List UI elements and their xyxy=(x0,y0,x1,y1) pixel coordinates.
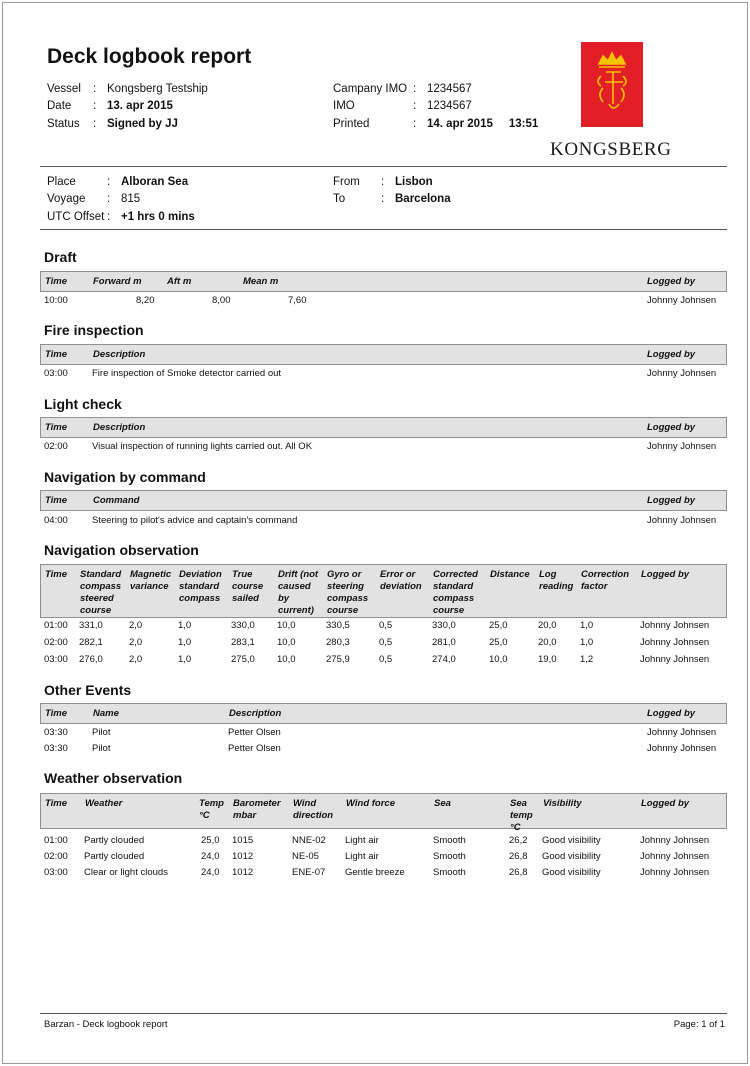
imo-label: IMO xyxy=(333,100,355,113)
cell: Johnny Johnsen xyxy=(640,620,710,631)
cell: 283,1 xyxy=(231,637,255,648)
cell: 281,0 xyxy=(432,637,456,648)
cell: Johnny Johnsen xyxy=(640,851,710,862)
cell: 01:00 xyxy=(44,620,68,631)
nav-observation-section-title: Navigation observation xyxy=(44,542,199,558)
cell: Light air xyxy=(345,851,379,862)
col-header: Description xyxy=(93,422,146,433)
table-row xyxy=(40,368,727,382)
cell: 1,0 xyxy=(580,637,594,648)
cell: Good visibility xyxy=(542,867,601,878)
cell: 331,0 xyxy=(79,620,103,631)
col-header: Standard compass steered course xyxy=(80,569,122,616)
date-value: 13. apr 2015 xyxy=(107,100,173,113)
status-label: Status xyxy=(47,117,80,130)
col-header: Drift (not caused by current) xyxy=(278,569,319,616)
cell: 0,5 xyxy=(379,654,393,665)
printed-time: 13:51 xyxy=(508,117,539,130)
cell: 26,8 xyxy=(509,867,528,878)
cell: 8,20 xyxy=(136,295,155,306)
cell: 0,5 xyxy=(379,637,393,648)
cell: 10:00 xyxy=(44,295,68,306)
to-value: Barcelona xyxy=(395,193,451,206)
col-header: True course sailed xyxy=(232,569,264,604)
table-row xyxy=(40,654,727,668)
col-header: Distance xyxy=(490,569,530,580)
cell: 24,0 xyxy=(201,851,220,862)
col-header: Correction factor xyxy=(581,569,630,592)
cell: Johnny Johnsen xyxy=(647,441,717,452)
light-check-table-header xyxy=(40,417,727,438)
crown-crest-icon xyxy=(581,42,643,127)
cell: 275,0 xyxy=(231,654,255,665)
cell: Good visibility xyxy=(542,851,601,862)
col-header: Description xyxy=(229,708,282,719)
cell: 330,0 xyxy=(231,620,255,631)
col-header: Aft m xyxy=(167,276,192,287)
fire-inspection-table-header xyxy=(40,344,727,365)
divider xyxy=(40,229,727,230)
col-header: Deviation standard compass xyxy=(179,569,222,604)
cell: 10,0 xyxy=(277,620,296,631)
cell: 03:00 xyxy=(44,867,68,878)
from-label: From xyxy=(333,175,360,188)
col-header: Time xyxy=(45,276,68,287)
cell: Partly clouded xyxy=(84,851,145,862)
imo-value: 1234567 xyxy=(427,100,472,113)
cell: 1,0 xyxy=(178,654,192,665)
col-header: Time xyxy=(45,495,68,506)
table-row xyxy=(40,835,727,849)
col-header: Error or deviation xyxy=(380,569,422,592)
cell: 02:00 xyxy=(44,637,68,648)
cell: 2,0 xyxy=(129,620,143,631)
status-value: Signed by JJ xyxy=(107,117,178,130)
cell: Johnny Johnsen xyxy=(647,727,717,738)
cell: Visual inspection of running lights carried out. All OK xyxy=(92,441,313,452)
voyage-label: Voyage xyxy=(47,193,86,206)
nav-command-section-title: Navigation by command xyxy=(44,469,206,485)
cell: 1012 xyxy=(232,851,254,862)
cell: 1012 xyxy=(232,867,254,878)
col-header: Command xyxy=(93,495,140,506)
col-header: Time xyxy=(45,708,68,719)
cell: 280,3 xyxy=(326,637,350,648)
from-value: Lisbon xyxy=(395,175,433,188)
cell: 1,0 xyxy=(178,637,192,648)
draft-table-header xyxy=(40,271,727,292)
cell: 1,0 xyxy=(580,620,594,631)
brand-wordmark: KONGSBERG xyxy=(550,139,672,160)
cell: Pilot xyxy=(92,743,111,754)
place-value: Alboran Sea xyxy=(121,175,189,188)
col-header: Name xyxy=(93,708,119,719)
cell: Johnny Johnsen xyxy=(640,867,710,878)
cell: Steering to pilot's advice and captain's command xyxy=(92,515,298,526)
fire-inspection-section-title: Fire inspection xyxy=(44,322,144,338)
cell: Johnny Johnsen xyxy=(647,515,717,526)
cell: 276,0 xyxy=(79,654,103,665)
col-header: Wind direction xyxy=(293,798,334,821)
cell: 03:30 xyxy=(44,727,68,738)
header-right-meta: Campany IMO : 1234567 IMO : 1234567 Printed : 14. apr 2015 13:51 xyxy=(333,82,539,130)
cell: 282,1 xyxy=(79,637,103,648)
cell: Gentle breeze xyxy=(345,867,405,878)
col-header: Gyro or steering compass course xyxy=(327,569,369,616)
cell: 02:00 xyxy=(44,441,68,452)
table-row xyxy=(40,441,727,455)
cell: Smooth xyxy=(433,851,466,862)
table-row xyxy=(40,620,727,634)
cell: 275,9 xyxy=(326,654,350,665)
place-label: Place xyxy=(47,175,76,188)
utc-offset-label: UTC Offset xyxy=(47,210,105,223)
table-row xyxy=(40,743,727,757)
table-row xyxy=(40,637,727,651)
table-row xyxy=(40,295,727,309)
date-label: Date xyxy=(47,100,72,113)
cell: Johnny Johnsen xyxy=(640,637,710,648)
cell: 03:30 xyxy=(44,743,68,754)
col-header: Logged by xyxy=(647,349,696,360)
cell: Clear or light clouds xyxy=(84,867,168,878)
col-header: Time xyxy=(45,422,68,433)
cell: NNE-02 xyxy=(292,835,326,846)
cell: 26,8 xyxy=(509,851,528,862)
cell: 26,2 xyxy=(509,835,528,846)
cell: 20,0 xyxy=(538,637,557,648)
col-header: Logged by xyxy=(647,495,696,506)
col-header: Logged by xyxy=(647,708,696,719)
col-header: Magnetic variance xyxy=(130,569,172,592)
cell: 03:00 xyxy=(44,368,68,379)
company-imo-label: Campany IMO xyxy=(333,82,408,95)
other-events-section-title: Other Events xyxy=(44,682,132,698)
cell: 7,60 xyxy=(288,295,307,306)
cell: 10,0 xyxy=(277,654,296,665)
col-header: Logged by xyxy=(647,422,696,433)
weather-section-title: Weather observation xyxy=(44,770,183,786)
utc-offset-value: +1 hrs 0 mins xyxy=(121,210,195,223)
cell: 10,0 xyxy=(489,654,508,665)
col-header: Time xyxy=(45,349,68,360)
cell: 20,0 xyxy=(538,620,557,631)
col-header: Weather xyxy=(85,798,123,809)
nav-command-table-header xyxy=(40,490,727,511)
col-header: Barometer mbar xyxy=(233,798,281,821)
col-header: Wind force xyxy=(346,798,395,809)
table-row xyxy=(40,867,727,881)
weather-table-header xyxy=(40,793,727,833)
cell: 2,0 xyxy=(129,654,143,665)
cell: 8,00 xyxy=(212,295,231,306)
cell: Smooth xyxy=(433,835,466,846)
light-check-section-title: Light check xyxy=(44,396,122,412)
cell: 04:00 xyxy=(44,515,68,526)
cell: Petter Olsen xyxy=(228,743,281,754)
voyage-value: 815 xyxy=(121,193,141,206)
printed-date: 14. apr 2015 xyxy=(427,117,493,130)
kongsberg-logo xyxy=(581,42,643,127)
vessel-label: Vessel xyxy=(47,82,81,95)
cell: Good visibility xyxy=(542,835,601,846)
cell: 330,5 xyxy=(326,620,350,631)
cell: 24,0 xyxy=(201,867,220,878)
vessel-value: Kongsberg Testship xyxy=(107,82,208,95)
col-header: Logged by xyxy=(647,276,696,287)
cell: 330,0 xyxy=(432,620,456,631)
cell: 274,0 xyxy=(432,654,456,665)
col-header: Description xyxy=(93,349,146,360)
footer-left: Barzan - Deck logbook report xyxy=(44,1019,168,1030)
col-header: Time xyxy=(45,798,68,809)
voyage-right-meta: From : Lisbon To : Barcelona xyxy=(333,175,451,206)
col-header: Sea temp °C xyxy=(510,798,533,833)
nav-observation-table-header xyxy=(40,564,727,618)
cell: Partly clouded xyxy=(84,835,145,846)
cell: Light air xyxy=(345,835,379,846)
cell: 10,0 xyxy=(277,637,296,648)
report-title: Deck logbook report xyxy=(47,45,252,68)
cell: 02:00 xyxy=(44,851,68,862)
cell: 1,0 xyxy=(178,620,192,631)
report-page xyxy=(2,2,748,1064)
cell: 25,0 xyxy=(201,835,220,846)
col-header: Logged by xyxy=(641,569,690,580)
col-header: Logged by xyxy=(641,798,690,809)
other-events-table-header xyxy=(40,703,727,724)
cell: Petter Olsen xyxy=(228,727,281,738)
table-row xyxy=(40,515,727,529)
cell: 0,5 xyxy=(379,620,393,631)
col-header: Mean m xyxy=(243,276,279,287)
cell: 25,0 xyxy=(489,620,508,631)
col-header: Time xyxy=(45,569,68,580)
draft-section-title: Draft xyxy=(44,249,77,265)
cell: 25,0 xyxy=(489,637,508,648)
cell: Johnny Johnsen xyxy=(647,295,717,306)
cell: Fire inspection of Smoke detector carried out xyxy=(92,368,282,379)
header-left-meta: Vessel : Kongsberg Testship Date : 13. apr 2015 Status : Signed by JJ xyxy=(47,82,208,130)
col-header: Visibility xyxy=(543,798,582,809)
table-row xyxy=(40,851,727,865)
cell: NE-05 xyxy=(292,851,319,862)
cell: 1,2 xyxy=(580,654,594,665)
cell: Johnny Johnsen xyxy=(647,743,717,754)
cell: 1015 xyxy=(232,835,254,846)
col-header: Log reading xyxy=(539,569,574,592)
table-row xyxy=(40,727,727,741)
company-imo-value: 1234567 xyxy=(427,82,472,95)
voyage-left-meta: Place : Alboran Sea Voyage : 815 UTC Offset : +1 hrs 0 mins xyxy=(47,175,195,223)
cell: ENE-07 xyxy=(292,867,326,878)
cell: Pilot xyxy=(92,727,111,738)
cell: Smooth xyxy=(433,867,466,878)
col-header: Forward m xyxy=(93,276,142,287)
footer-divider xyxy=(40,1013,727,1014)
divider xyxy=(40,166,727,167)
cell: 19,0 xyxy=(538,654,557,665)
cell: Johnny Johnsen xyxy=(647,368,717,379)
col-header: Temp °C xyxy=(199,798,224,821)
cell: Johnny Johnsen xyxy=(640,654,710,665)
to-label: To xyxy=(333,193,346,206)
footer-page-number: Page: 1 of 1 xyxy=(673,1019,725,1030)
printed-label: Printed xyxy=(333,117,370,130)
cell: Johnny Johnsen xyxy=(640,835,710,846)
cell: 2,0 xyxy=(129,637,143,648)
cell: 01:00 xyxy=(44,835,68,846)
col-header: Sea xyxy=(434,798,451,809)
col-header: Corrected standard compass course xyxy=(433,569,478,616)
cell: 03:00 xyxy=(44,654,68,665)
